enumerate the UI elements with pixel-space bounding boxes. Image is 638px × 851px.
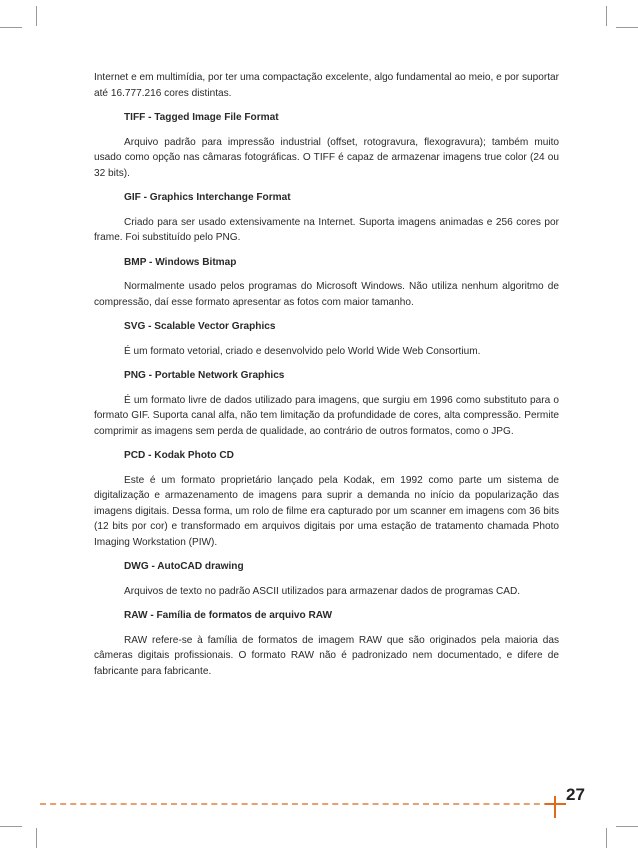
footer-cross-mark xyxy=(554,796,556,818)
crop-mark xyxy=(616,826,638,827)
crop-mark xyxy=(36,828,37,848)
page-content xyxy=(94,70,559,679)
section-heading-png: PNG - Portable Network Graphics xyxy=(124,370,285,381)
section-heading-bmp: BMP - Windows Bitmap xyxy=(124,256,237,268)
crop-mark xyxy=(606,6,607,26)
section-heading-tiff: TIFF - Tagged Image File Format xyxy=(124,112,279,123)
section-heading-dwg: DWG - AutoCAD drawing xyxy=(124,561,244,572)
section-body-raw: RAW refere-se à família de formatos de imagem RAW que são originados pela maioria das câmeras digitais profissionais. O formato RAW não é padronizado nem documentado, e difere de fabricante para fabricante. xyxy=(94,634,559,677)
crop-mark xyxy=(616,27,638,28)
intro-paragraph: Internet e em multimídia, por ter uma compactação excelente, algo fundamental ao meio, e por suportar até 16.777.216 cores distintas. xyxy=(94,72,559,99)
section-body-png: É um formato livre de dados utilizado para imagens, que surgiu em 1996 como substituto para o formato GIF. Suporta canal alfa, não tem limitação da profundidade de cores, alta compressão. Permite comprimir as imagens sem perda de qualidade, ao contrário de outros formatos, como o JPG. xyxy=(94,394,559,437)
section-body-bmp: Normalmente usado pelos programas do Microsoft Windows. Não utiliza nenhum algoritmo de compressão, daí esse formato apresentar as fotos com maior tamanho. xyxy=(94,281,559,308)
section-body-pcd: Este é um formato proprietário lançado pela Kodak, em 1992 como parte um sistema de digitalização e armazenamento de imagens para suprir a demanda no início da popularização das imagens digitais. Dessa forma, um rolo de filme era capturado por um scanner em imagens com 36 bits (12 bits por cor) e transformado em arquivos digitais por uma estação de tratamento chamada Photo Imaging Workstation (PIW). xyxy=(94,474,559,548)
section-body-svg: É um formato vetorial, criado e desenvolvido pelo World Wide Web Consortium. xyxy=(124,345,481,357)
crop-mark xyxy=(36,6,37,26)
footer-cross-mark xyxy=(545,803,566,805)
section-body-gif: Criado para ser usado extensivamente na Internet. Suporta imagens animadas e 256 cores por frame. Foi substituído pelo PNG. xyxy=(94,216,559,243)
section-heading-svg: SVG - Scalable Vector Graphics xyxy=(124,321,276,332)
crop-mark xyxy=(0,27,22,28)
section-body-tiff: Arquivo padrão para impressão industrial (offset, rotogravura, flexogravura); também muito usado como opção nas câmaras fotográficas. O TIFF é capaz de armazenar imagens true color (24 ou 32 bits). xyxy=(94,136,559,179)
crop-mark xyxy=(0,826,22,827)
section-heading-raw: RAW - Família de formatos de arquivo RAW xyxy=(124,610,333,621)
page-number: 27 xyxy=(566,785,585,804)
section-body-dwg: Arquivos de texto no padrão ASCII utilizados para armazenar dados de programas CAD. xyxy=(124,585,521,597)
crop-mark xyxy=(606,828,607,848)
footer-dotted-rule xyxy=(40,803,560,805)
section-heading-gif: GIF - Graphics Interchange Format xyxy=(124,192,291,203)
section-heading-pcd: PCD - Kodak Photo CD xyxy=(124,450,234,461)
